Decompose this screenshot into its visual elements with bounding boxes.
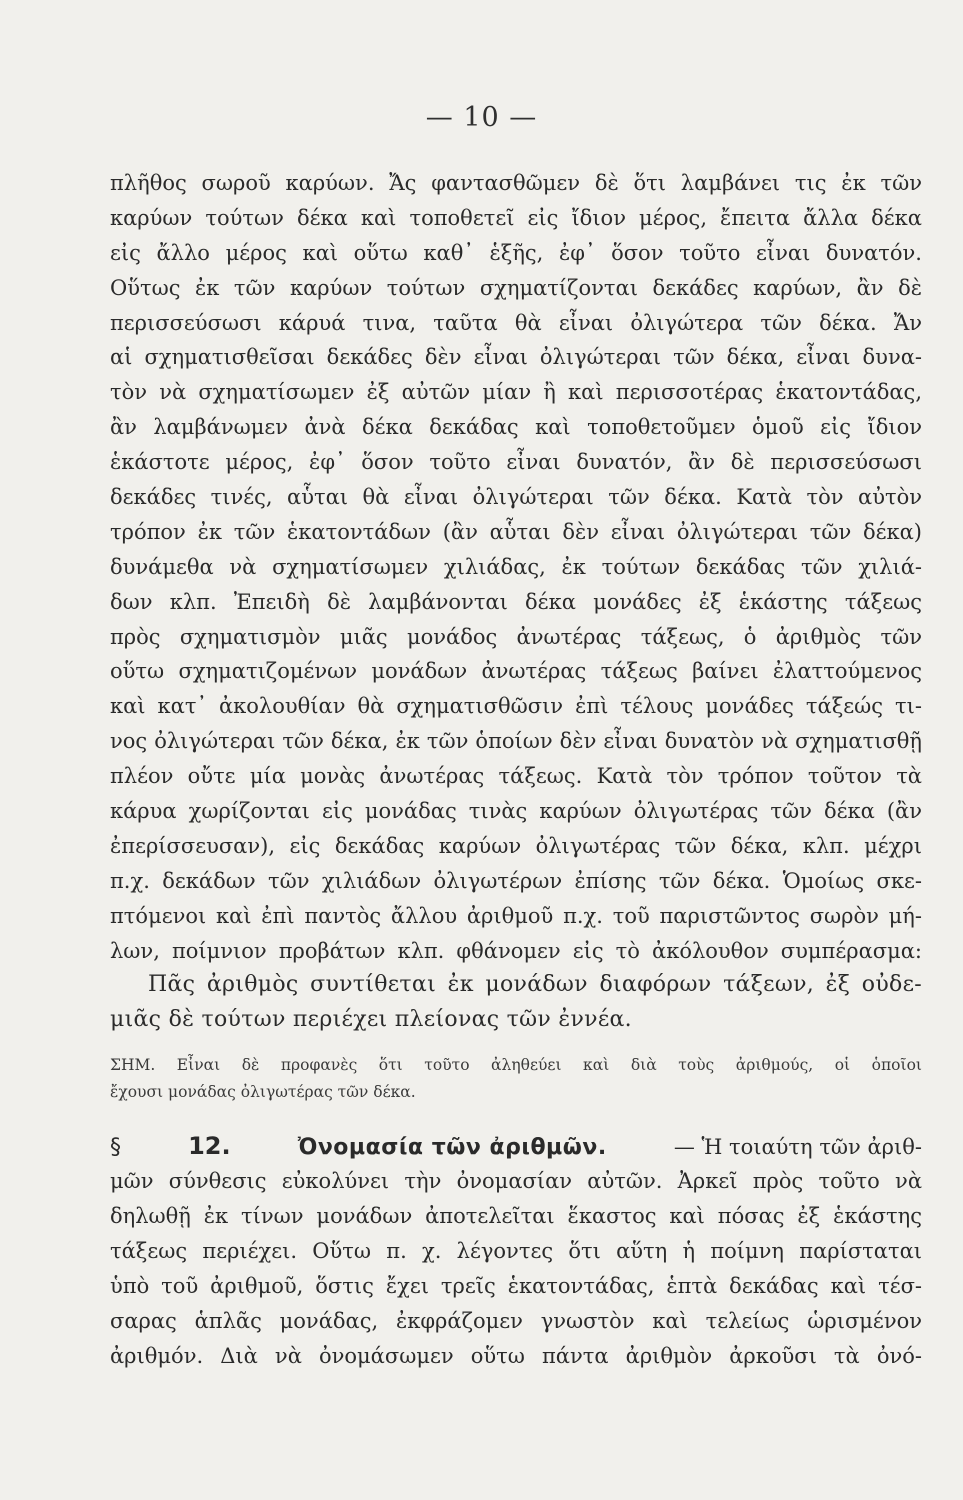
- paragraph-line: εἰς ἄλλο μέρος καὶ οὕτω καθ᾽ ἑξῆς, ἐφ᾽ ὅσον τοῦτο εἶναι δυνατόν.: [110, 240, 922, 265]
- paragraph-line: πλέον οὔτε μία μονὰς ἀνωτέρας τάξεως. Κατὰ τὸν τρόπον τοῦτον τὰ: [110, 764, 922, 789]
- note-line: ἔχουσι μονάδας ὀλιγωτέρας τῶν δέκα.: [110, 1083, 416, 1102]
- section-number: 12.: [188, 1132, 231, 1161]
- section-line: δηλωθῇ ἐκ τίνων μονάδων ἀποτελεῖται ἕκαστος καὶ πόσας ἐξ ἑκάστης: [110, 1204, 922, 1229]
- paragraph-line: κάρυα χωρίζονται εἰς μονάδας τινὰς καρύων ὀλιγωτέρας τῶν δέκα (ἂν: [110, 799, 922, 824]
- paragraph-line: καρύων τούτων δέκα καὶ τοποθετεῖ εἰς ἴδιον μέρος, ἔπειτα ἄλλα δέκα: [110, 205, 922, 230]
- paragraph-line: αἱ σχηματισθεῖσαι δεκάδες δὲν εἶναι ὀλιγώτεραι τῶν δέκα, εἶναι δυνα-: [110, 345, 922, 370]
- paragraph-line: πρὸς σχηματισμὸν μιᾶς μονάδος ἀνωτέρας τάξεως, ὁ ἀριθμὸς τῶν: [110, 624, 922, 649]
- page-body: [110, 166, 922, 1374]
- paragraph-line: τὸν νὰ σχηματίσωμεν ἐξ αὐτῶν μίαν ἢ καὶ περισσοτέρας ἑκατοντάδας,: [110, 380, 922, 405]
- section-line: τάξεως περιέχει. Οὕτω π. χ. λέγοντες ὅτι αὕτη ἡ ποίμνη παρίσταται: [110, 1239, 922, 1264]
- main-paragraph: [110, 166, 922, 968]
- paragraph-line: νος ὀλιγώτεραι τῶν δέκα, ἐκ τῶν ὁποίων δὲν εἶναι δυνατὸν νὰ σχηματισθῇ: [110, 729, 922, 754]
- section-line: σαρας ἁπλᾶς μονάδας, ἐκφράζομεν γνωστὸν καὶ τελείως ὡρισμένον: [110, 1308, 922, 1333]
- paragraph-line: ἑκάστοτε μέρος, ἐφ᾽ ὅσον τοῦτο εἶναι δυνατόν, ἂν δὲ περισσεύσωσι: [110, 450, 922, 475]
- paragraph-line: τρόπον ἐκ τῶν ἑκατοντάδων (ἂν αὗται δὲν εἶναι ὀλιγώτεραι τῶν δέκα): [110, 519, 922, 544]
- section-title: Ὀνομασία τῶν ἀριθμῶν.: [297, 1135, 607, 1161]
- page-number: — 10 —: [425, 102, 538, 133]
- paragraph-line: π.χ. δεκάδων τῶν χιλιάδων ὀλιγωτέρων ἐπίσης τῶν δέκα. Ὁμοίως σκε-: [110, 868, 922, 893]
- paragraph-line: Οὕτως ἐκ τῶν καρύων τούτων σχηματίζονται δεκάδες καρύων, ἂν δὲ: [110, 275, 922, 300]
- note-line: ΣΗΜ. Εἶναι δὲ προφανὲς ὅτι τοῦτο ἀληθεύει καὶ διὰ τοὺς ἀριθμούς, οἱ ὁποῖοι: [110, 1056, 922, 1075]
- paragraph-line: ἂν λαμβάνωμεν ἀνὰ δέκα δεκάδας καὶ τοποθετοῦμεν ὁμοῦ εἰς ἴδιον: [110, 415, 922, 440]
- rule-line: μιᾶς δὲ τούτων περιέχει πλείονας τῶν ἐννέα.: [110, 1007, 632, 1033]
- rule-line: Πᾶς ἀριθμὸς συντίθεται ἐκ μονάδων διαφόρων τάξεων, ἐξ οὐδε-: [148, 972, 922, 998]
- paragraph-line: πτόμενοι καὶ ἐπὶ παντὸς ἄλλου ἀριθμοῦ π.χ. τοῦ παριστῶντος σωρὸν μή-: [110, 903, 922, 928]
- section-symbol: §: [110, 1135, 121, 1161]
- section-heading-text: — Ἡ τοιαύτη τῶν ἀριθ-: [673, 1135, 922, 1160]
- section-line: ἀριθμόν. Διὰ νὰ ὀνομάσωμεν οὕτω πάντα ἀριθμὸν ἀρκοῦσι τὰ ὀνό-: [110, 1343, 922, 1368]
- paragraph-line: δεκάδες τινές, αὗται θὰ εἶναι ὀλιγώτεραι τῶν δέκα. Κατὰ τὸν αὐτὸν: [110, 485, 922, 510]
- section-line: ὑπὸ τοῦ ἀριθμοῦ, ὅστις ἔχει τρεῖς ἑκατοντάδας, ἑπτὰ δεκάδας καὶ τέσ-: [110, 1273, 922, 1298]
- paragraph-line: δυνάμεθα νὰ σχηματίσωμεν χιλιάδας, ἐκ τούτων δεκάδας τῶν χιλιά-: [110, 554, 922, 579]
- paragraph-line: πλῆθος σωροῦ καρύων. Ἄς φαντασθῶμεν δὲ ὅτι λαμβάνει τις ἐκ τῶν: [110, 171, 922, 195]
- paragraph-line: ἐπερίσσευσαν), εἰς δεκάδας καρύων ὀλιγωτέρας τῶν δέκα, κλπ. μέχρι: [110, 833, 922, 858]
- paragraph-line: δων κλπ. Ἐπειδὴ δὲ λαμβάνονται δέκα μονάδες ἐξ ἑκάστης τάξεως: [110, 589, 922, 614]
- section-heading: [110, 1128, 922, 1164]
- paragraph-line: καὶ κατ᾽ ἀκολουθίαν θὰ σχηματισθῶσιν ἐπὶ τέλους μονάδες τάξεώς τι-: [110, 694, 922, 719]
- section-line: μῶν σύνθεσις εὐκολύνει τὴν ὀνομασίαν αὐτῶν. Ἀρκεῖ πρὸς τοῦτο νὰ: [110, 1169, 922, 1194]
- paragraph-line: λων, ποίμνιον προβάτων κλπ. φθάνομεν εἰς τὸ ἀκόλουθον συμπέρασμα:: [110, 938, 922, 963]
- rule-statement: [110, 968, 922, 1038]
- paragraph-line: περισσεύσωσι κάρυά τινα, ταῦτα θὰ εἶναι ὀλιγώτερα τῶν δέκα. Ἄν: [110, 310, 922, 335]
- section-12: [110, 1128, 922, 1373]
- footnote: [110, 1052, 922, 1106]
- paragraph-line: οὕτω σχηματιζομένων μονάδων ἀνωτέρας τάξεως βαίνει ἐλαττούμενος: [110, 659, 922, 684]
